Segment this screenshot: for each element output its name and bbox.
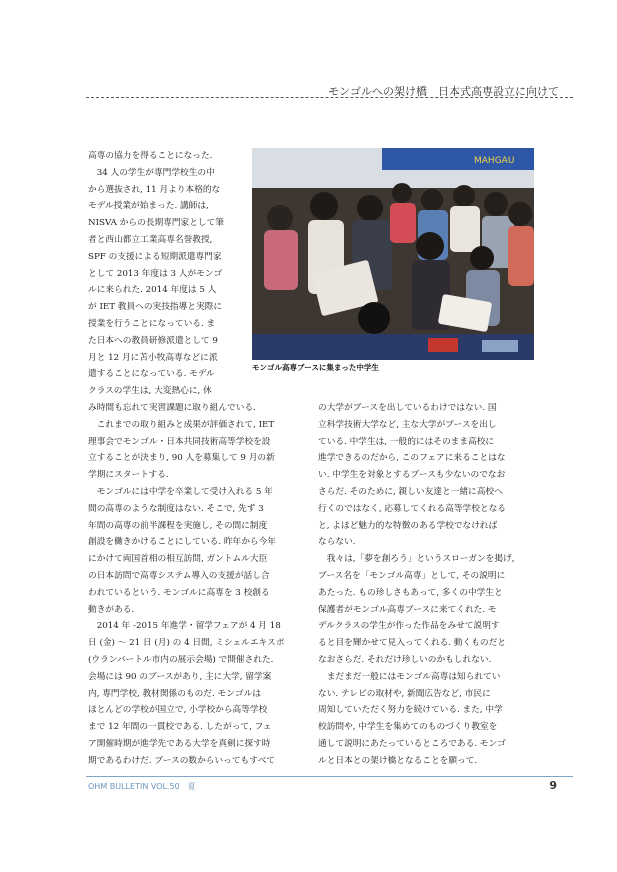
footer-bulletin-name: OHM BULLETIN VOL.50 夏 (88, 782, 196, 791)
text-line: 行くのではなく, 応募してくれる高等学校となる (318, 503, 506, 514)
text-line: 間の高専のような制度はない. そこで, 先ず 3 (88, 503, 264, 514)
text-line: NISVA からの長期専門家として筆 (88, 218, 224, 229)
event-photo (252, 148, 534, 360)
text-line: と, よほど魅力的な特徴のある学校でなければ (318, 520, 498, 531)
text-line: 内, 専門学校, 教材関係のものだ. モンゴルは (88, 688, 261, 699)
text-line: 通して説明にあたっているところである. モンゴ (318, 738, 506, 749)
text-line: ない. テレビの取材や, 新聞広告など, 市民に (318, 688, 491, 699)
article-column-right (318, 400, 538, 770)
text-line: い. 中学生を対象とするブースも少ないのでなお (318, 470, 506, 481)
text-line: 日 (金) 〜 21 日 (月) の 4 日間, ミシェルエキスポ (88, 638, 285, 649)
text-line: なおさらだ. それだけ珍しいのかもしれない. (318, 654, 492, 665)
text-line: まで 12 年間の一貫校である. したがって, フェ (88, 722, 272, 733)
text-line: の大学がブースを出しているわけではない. 国 (318, 403, 497, 413)
text-line: モデル授業が始まった. 講師は, (88, 201, 209, 212)
article-column-left (88, 400, 306, 770)
text-line: 学期にスタートする. (88, 470, 169, 481)
text-line: み時間も忘れて実習課題に取り組んでいる. (88, 403, 256, 413)
text-line: ルに来られた. 2014 年度は 5 人 (88, 285, 217, 296)
text-line: ブース名を「モンゴル高専」として, その説明に (318, 570, 506, 581)
header-dashed-rule (86, 97, 573, 98)
photo-caption: モンゴル高専ブースに集まった中学生 (252, 363, 379, 372)
text-line: 創設を働きかけることにしている. 昨年から今年 (88, 537, 276, 548)
text-line: ならない. (318, 537, 356, 548)
text-line: 期であるわけだ. ブースの数からいってもすべて (88, 755, 276, 766)
text-line: 保護者がモンゴル高専ブースに来てくれた. モ (318, 604, 497, 615)
text-line: 校訪問や, 中学生を集めてのものづくり教室を (318, 722, 498, 733)
text-line: 立することが決まり, 90 人を募集して 9 月の新 (88, 453, 275, 464)
text-line: 会場には 90 のブースがあり, 主に大学, 留学案 (88, 671, 272, 682)
text-line: まだまだ一般にはモンゴル高専は知られてい (318, 671, 501, 682)
text-line: として 2013 年度は 3 人がモンゴ (88, 268, 223, 279)
text-line: 年間の高専の前半課程を実施し, その間に制度 (88, 520, 268, 531)
text-line: の日本訪問で高専システム導入の支援が話し合 (88, 570, 270, 581)
text-line: ている. 中学生は, 一般的にはそのまま高校に (318, 436, 495, 447)
running-header-title: モンゴルへの架け橋 日本式高専設立に向けて (328, 85, 559, 98)
text-line: 進学できるのだから, このフェアに来ることはな (318, 453, 506, 464)
text-line: ると目を輝かせて見入ってくれる. 動くものだと (318, 638, 506, 649)
text-line: 動きがある. (88, 604, 135, 615)
text-line: 授業を行うことになっている. ま (88, 318, 216, 329)
photo-sign-text: MAHGAU (474, 156, 515, 166)
text-line: 月と 12 月に苫小牧高専などに派 (88, 352, 218, 363)
text-line: ほとんどの学校が国立で, 小学校から高等学校 (88, 705, 268, 716)
text-line: 我々は,「夢を創ろう」というスローガンを掲げ, (318, 554, 515, 565)
text-line: 高専の協力を得ることになった. (88, 151, 213, 161)
text-line: 2014 年 -2015 年進学・留学フェアが 4 月 18 (88, 621, 281, 632)
text-line: 立科学技術大学など, 主な大学がブースを出し (318, 419, 497, 430)
article-column-left-top (88, 148, 246, 400)
text-line: さらだ. そのために, 親しい友達と一緒に高校へ (318, 486, 503, 497)
text-line: (ウランバートル市内の展示会場) で開催された. (88, 654, 274, 665)
text-line: 周知していただく努力を続けている. また, 中学 (318, 705, 503, 716)
text-line: クラスの学生は, 大変熱心に, 休 (88, 386, 212, 397)
text-line: ア開催時期が進学先である大学を真剣に探す時 (88, 738, 271, 749)
footer-rule (86, 776, 573, 777)
text-line: これまでの取り組みと成果が評価されて, IET (88, 419, 275, 430)
text-line: デルクラスの学生が作った作品をみせて説明す (318, 621, 500, 632)
text-line: 者と西山都立工業高専名誉教授, (88, 234, 213, 245)
text-line: SPF の支援による短期派遣専門家 (88, 251, 222, 262)
text-line: われているという. モンゴルに高専を 3 校創る (88, 587, 270, 598)
page-number: 9 (549, 779, 557, 792)
text-line: が IET 教員への実技指導と実際に (88, 302, 223, 313)
text-line: 遣することになっている. モデル (88, 369, 215, 380)
text-line: モンゴルには中学を卒業して受け入れる 5 年 (88, 486, 273, 497)
text-line: あたった. もの珍しさもあって, 多くの中学生と (318, 587, 503, 598)
text-line: にかけて両国首相の相互訪問, ガントムル大臣 (88, 554, 268, 565)
text-line: から選抜され, 11 月より本格的な (88, 184, 221, 195)
text-line: 理事会でモンゴル・日本共同技術高等学校を設 (88, 436, 271, 447)
text-line: 34 人の学生が専門学校生の中 (88, 167, 215, 178)
text-line: ルと日本との架け橋となることを願って. (318, 755, 478, 766)
text-line: た日本への教員研修派遣として 9 (88, 335, 218, 346)
